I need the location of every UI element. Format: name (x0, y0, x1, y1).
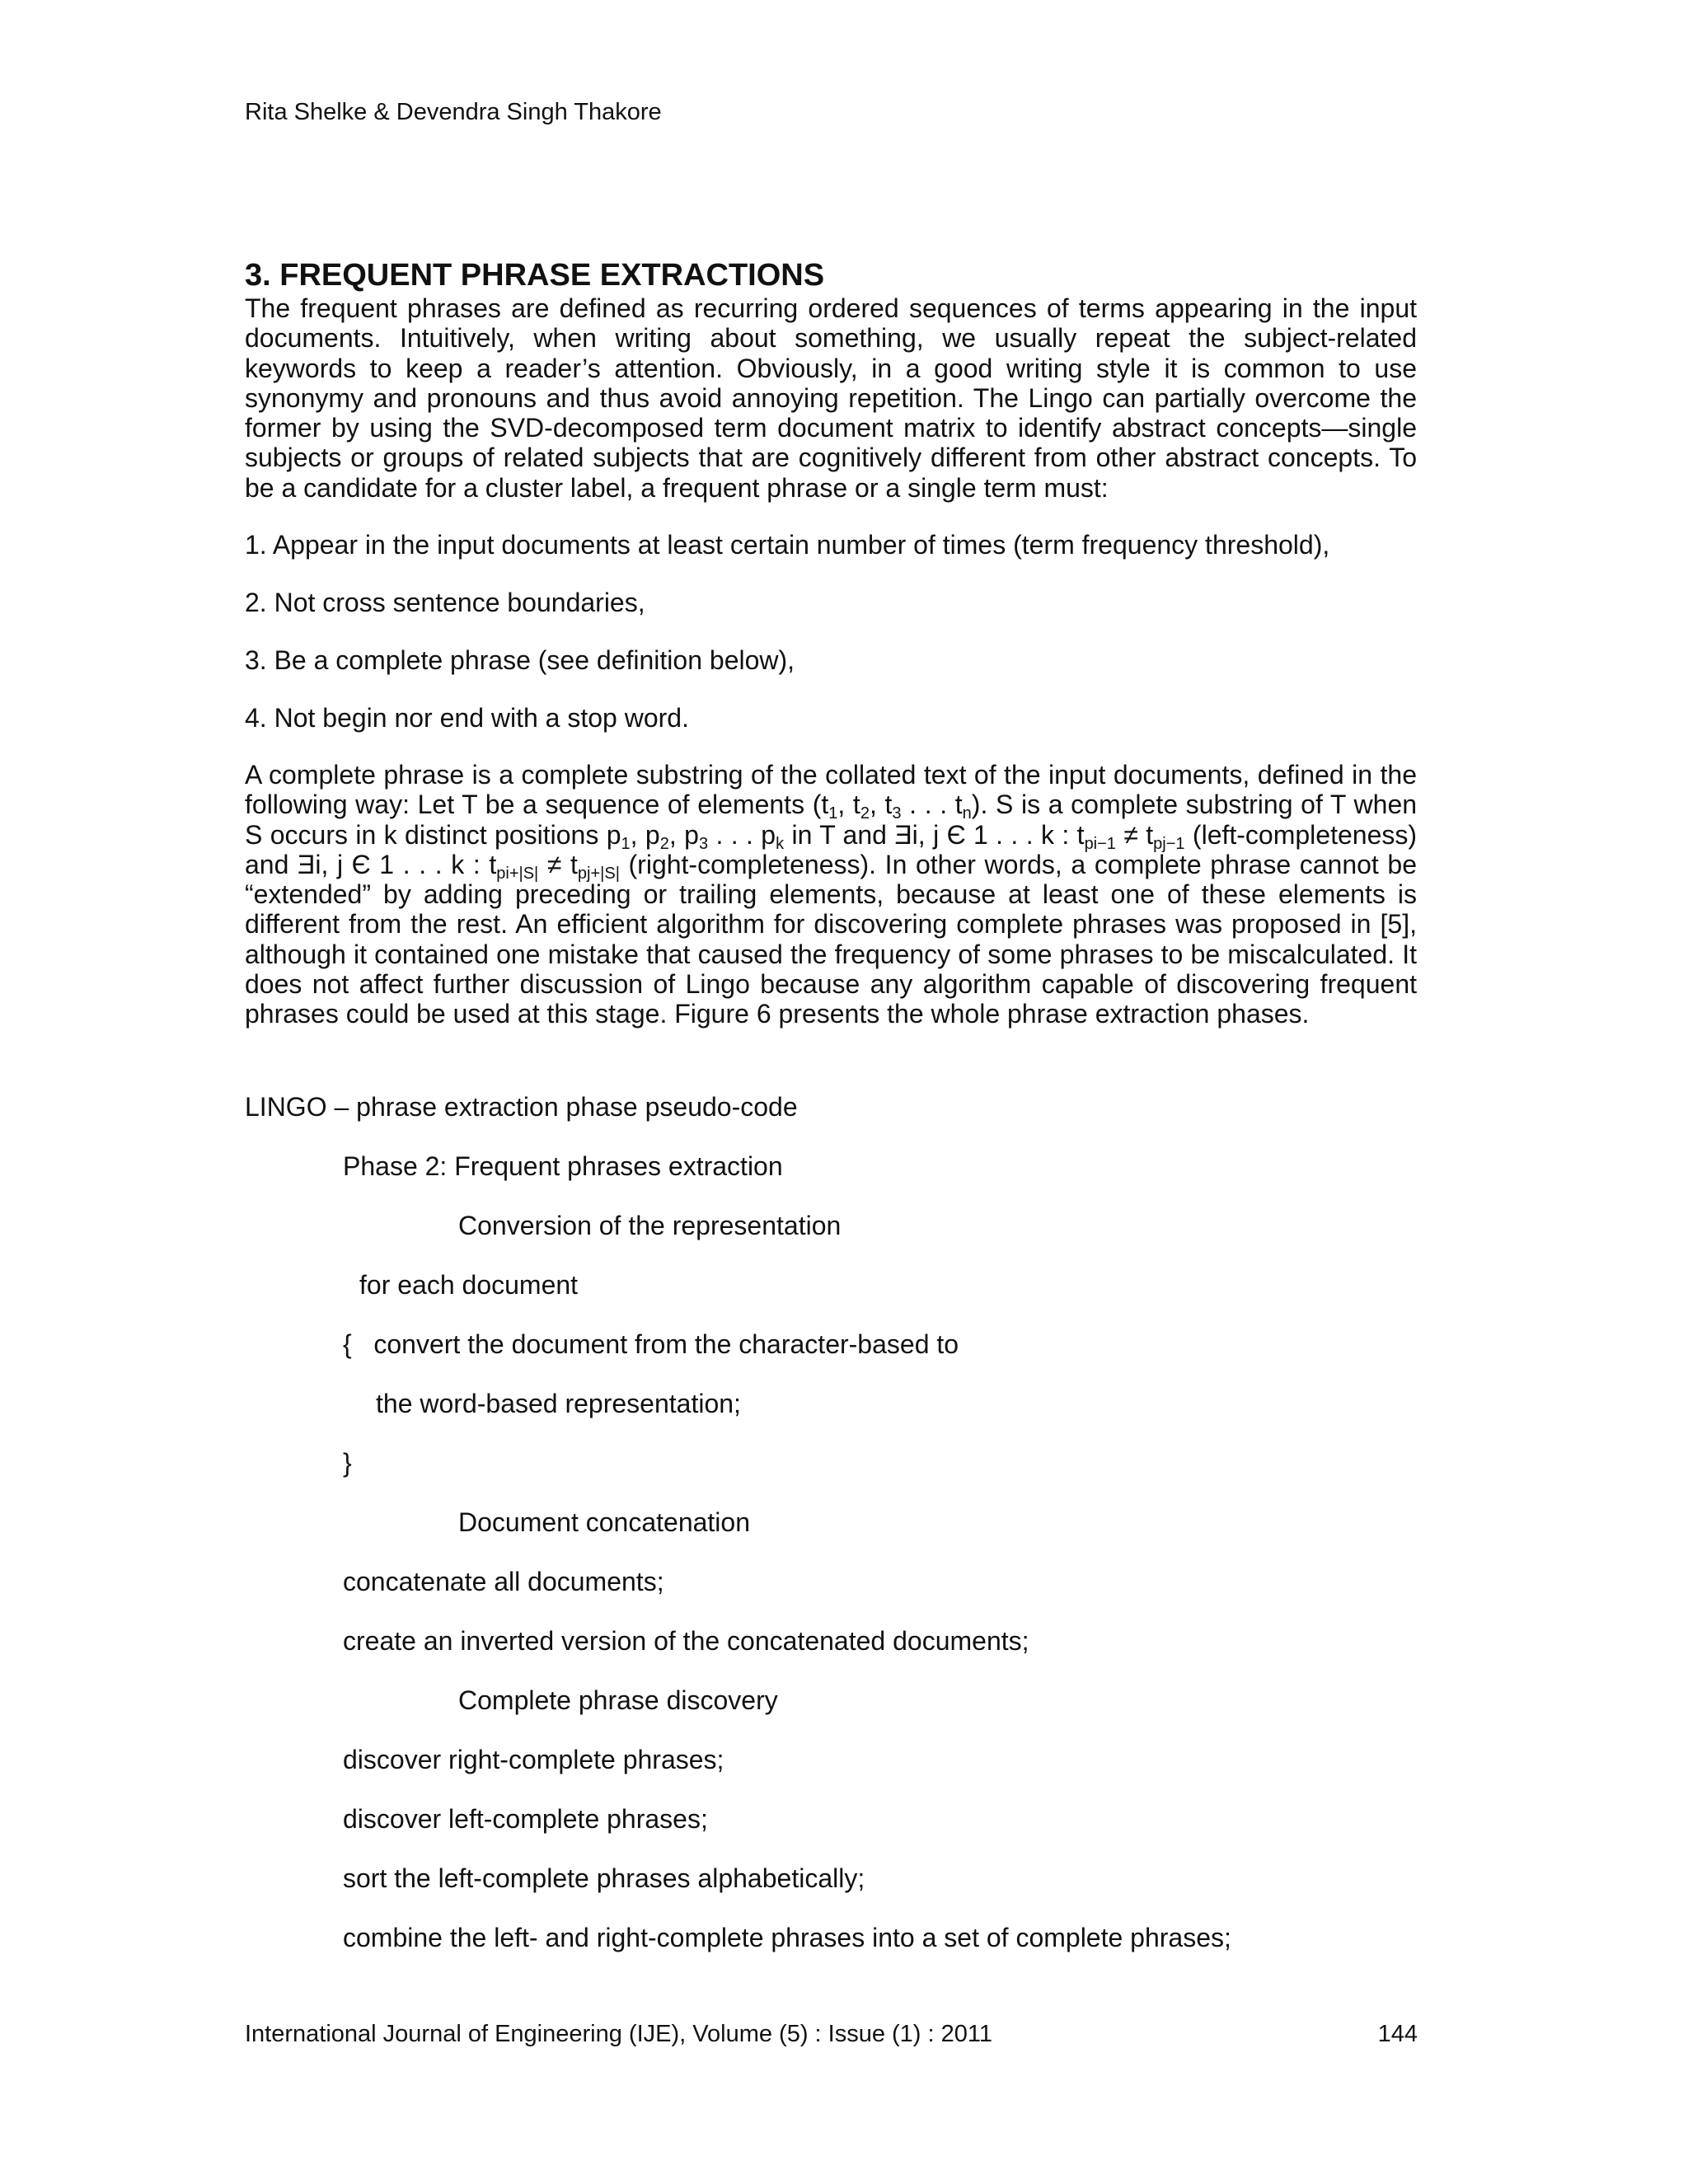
pseudocode-line: Document concatenation (458, 1507, 750, 1537)
pseudocode-line: discover right-complete phrases; (343, 1745, 724, 1774)
pseudocode-line: for each document (359, 1270, 579, 1300)
complete-phrase-paragraph: A complete phrase is a complete substring of the collated text of the input documents, defined in the following way: Let T be a sequence of elements ($t_1$, $t_2$, $t_3$ . . . $t_n$). S is a complete substring of T when S occurs in k distinct positions $p_1$, $p_2$, $p_3$ . . . $p_k$ in T and Ǝi, j Є 1 . . . k : $t_{pi-1} \ne t_{pj-1}$ (left-completeness) and Ǝi, j Є 1 . . . k : $t_{pi+|S|} \ne t_{pj+|S|}$ (right-completeness). In other words, a complete phrase cannot be “extended” by adding preceding or trailing elements, because at least one of these elements is different from the rest. An efficient algorithm for discovering complete phrases was proposed in [5], although it contained one mistake that caused the frequency of some phrases to be miscalculated. It does not affect further discussion of Lingo because any algorithm capable of discovering frequent phrases could be used at this stage. Figure 6 presents the whole phrase extraction phases. (245, 760, 1418, 1029)
section-title: 3. FREQUENT PHRASE EXTRACTIONS (245, 258, 825, 293)
footer-journal: International Journal of Engineering (IJE), Volume (5) : Issue (1) : 2011 (245, 2021, 993, 2047)
pseudocode-line: create an inverted version of the concatenated documents; (343, 1626, 1029, 1656)
pseudocode-line: Conversion of the representation (458, 1211, 842, 1240)
pseudocode-line: { convert the document from the character-based to (343, 1329, 959, 1359)
pseudocode-line: the word-based representation; (376, 1389, 741, 1418)
pseudocode-line: combine the left- and right-complete phrases into a set of complete phrases; (343, 1923, 1231, 1952)
intro-paragraph: The frequent phrases are defined as recurring ordered sequences of terms appearing in the input documents. Intuitively, when writing about something, we usually repeat the subject-related keywords to keep a reader’s attention. Obviously, in a good writing style it is common to use synonymy and pronouns and thus avoid annoying repetition. The Lingo can partially overcome the former by using the SVD-decomposed term document matrix to identify abstract concepts—single subjects or groups of related subjects that are cognitively different from other abstract concepts. To be a candidate for a cluster label, a frequent phrase or a single term must: (245, 293, 1417, 503)
pseudocode-line: Phase 2: Frequent phrases extraction (343, 1151, 783, 1181)
pseudocode-line: } (343, 1448, 352, 1478)
pseudocode-heading: LINGO – phrase extraction phase pseudo-code (245, 1092, 798, 1122)
pseudocode-line: discover left-complete phrases; (343, 1804, 708, 1834)
criterion-1: 1. Appear in the input documents at least certain number of times (term frequency threshold), (245, 530, 1330, 560)
criterion-2: 2. Not cross sentence boundaries, (245, 588, 645, 617)
pseudocode-line: sort the left-complete phrases alphabetically; (343, 1863, 865, 1893)
criterion-3: 3. Be a complete phrase (see definition below), (245, 645, 795, 675)
pseudocode-line: concatenate all documents; (343, 1567, 664, 1596)
criterion-4: 4. Not begin nor end with a stop word. (245, 703, 689, 733)
pseudocode-line: Complete phrase discovery (458, 1685, 778, 1715)
running-header-authors: Rita Shelke & Devendra Singh Thakore (245, 99, 662, 125)
page-number: 144 (1377, 2021, 1418, 2047)
